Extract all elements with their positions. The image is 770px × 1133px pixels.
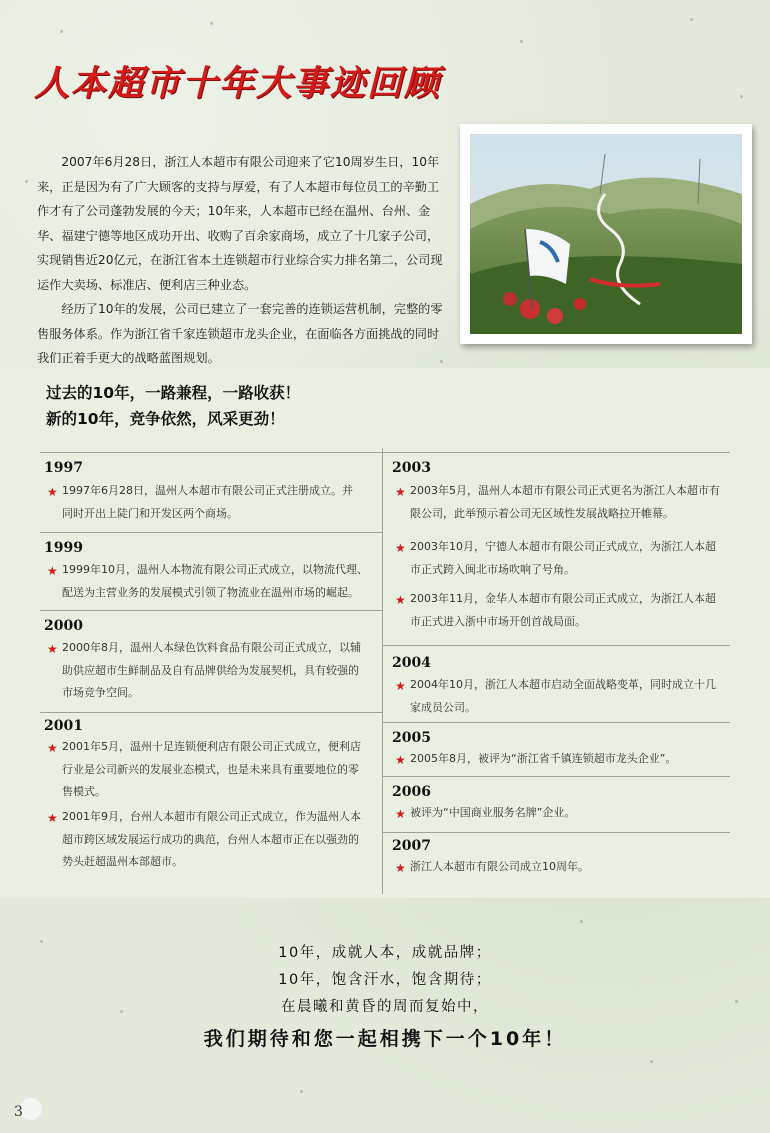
star-icon: ★ <box>47 485 58 499</box>
page-title: 人本超市十年大事迹回顾 <box>34 64 442 104</box>
year-1997: 1997 <box>44 460 83 476</box>
event-2007-1: ★ 浙江人本超市有限公司成立10周年。 <box>410 856 720 879</box>
photo-frame <box>460 124 752 344</box>
year-2005: 2005 <box>392 730 431 746</box>
star-icon: ★ <box>47 564 58 578</box>
closing-line-4: 我们期待和您一起相携下一个10年！ <box>203 1028 567 1050</box>
event-2004-1: ★ 2004年10月，浙江人本超市启动全面战略变革，同时成立十几家成员公司。 <box>410 674 720 719</box>
slogan <box>46 380 300 432</box>
star-icon: ★ <box>47 642 58 656</box>
row-divider <box>382 452 730 453</box>
closing-line-3: 在晨曦和黄昏的周而复始中， <box>281 999 489 1015</box>
event-2001-1: ★ 2001年5月，温州十足连锁便利店有限公司正式成立，便利店行业是公司新兴的发展业态模式，也是未来具有重要地位的零售模式。 <box>62 736 365 804</box>
column-divider <box>382 448 383 894</box>
event-1999-1: ★ 1999年10月，温州人本物流有限公司正式成立，以物流代理、配送为主营业务的发展模式引领了物流业在温州市场的崛起。 <box>62 559 374 604</box>
paper-speck <box>210 22 213 25</box>
star-icon: ★ <box>47 741 58 755</box>
event-2003-2: ★ 2003年10月，宁德人本超市有限公司正式成立，为浙江人本超市正式跨入闽北市场吹响了号角。 <box>410 536 720 581</box>
year-2007: 2007 <box>392 838 431 854</box>
closing-line-2: 10年，饱含汗水，饱含期待； <box>278 972 492 988</box>
year-2001: 2001 <box>44 718 83 734</box>
star-icon: ★ <box>395 861 406 875</box>
star-icon: ★ <box>395 541 406 555</box>
year-2003: 2003 <box>392 460 431 476</box>
star-icon: ★ <box>395 753 406 767</box>
star-icon: ★ <box>395 679 406 693</box>
star-icon: ★ <box>47 811 58 825</box>
event-2003-3: ★ 2003年11月，金华人本超市有限公司正式成立，为浙江人本超市正式进入浙中市场开创首战局面。 <box>410 588 720 633</box>
paper-speck <box>650 1060 653 1063</box>
page-number: 3 <box>14 1104 23 1120</box>
page-number-badge <box>20 1098 42 1120</box>
year-1999: 1999 <box>44 540 83 556</box>
closing-verse <box>0 940 770 1057</box>
row-divider <box>382 722 730 723</box>
row-divider <box>40 452 382 453</box>
year-2006: 2006 <box>392 784 431 800</box>
event-2001-2: ★ 2001年9月，台州人本超市有限公司正式成立，作为温州人本超市跨区域发展运行成功的典范，台州人本超市正在以强劲的势头赶超温州本部超市。 <box>62 806 367 874</box>
hillside-flag-illustration <box>470 134 742 334</box>
event-2000-1: ★ 2000年8月，温州人本绿色饮料食品有限公司正式成立，以辅助供应超市生鲜制品及自有品牌供给为发展契机，具有较强的市场竞争空间。 <box>62 637 367 705</box>
slogan-line-2: 新的10年，竞争依然，风采更劲！ <box>46 410 285 428</box>
event-2006-1: ★ 被评为“中国商业服务名牌”企业。 <box>410 802 720 825</box>
row-divider <box>40 532 382 533</box>
row-divider <box>382 832 730 833</box>
row-divider <box>40 610 382 611</box>
paper-speck <box>25 180 28 183</box>
slogan-line-1: 过去的10年，一路兼程，一路收获！ <box>46 384 301 402</box>
year-2000: 2000 <box>44 618 83 634</box>
paper-speck <box>520 40 523 43</box>
event-2005-1: ★ 2005年8月，被评为“浙江省千镇连锁超市龙头企业”。 <box>410 748 730 771</box>
intro-paragraph-2: 经历了10年的发展，公司已建立了一套完善的连锁运营机制，完整的零售服务体系。作为浙江省千家连锁超市龙头企业，在面临各方面挑战的同时我们正着手更大的战略蓝图规划。 <box>37 302 443 365</box>
paper-speck <box>690 18 693 21</box>
intro-text <box>37 150 447 371</box>
star-icon: ★ <box>395 593 406 607</box>
star-icon: ★ <box>395 485 406 499</box>
paper-speck <box>740 95 743 98</box>
closing-line-1: 10年，成就人本，成就品牌； <box>278 945 492 961</box>
intro-paragraph-1: 2007年6月28日，浙江人本超市有限公司迎来了它10周岁生日，10年来，正是因为有了广大顾客的支持与厚爱，有了人本超市每位员工的辛勤工作才有了公司蓬勃发展的今天；10年来，人本超市已经在温州、台州、金华、福建宁德等地区成功开出、收购了百余家商场，成立了十几家子公司，实现销售近20亿元，在浙江省本土连锁超市行业综合实力排名第二，公司现运作大卖场、标准店、便利店三种业态。 <box>37 155 443 292</box>
star-icon: ★ <box>395 807 406 821</box>
landscape-photo <box>470 134 742 334</box>
row-divider <box>382 776 730 777</box>
year-2004: 2004 <box>392 655 431 671</box>
row-divider <box>40 712 382 713</box>
event-2003-1: ★ 2003年5月，温州人本超市有限公司正式更名为浙江人本超市有限公司，此举预示着公司无区域性发展战略拉开帷幕。 <box>410 480 720 525</box>
paper-speck <box>60 30 63 33</box>
event-1997-1: ★ 1997年6月28日，温州人本超市有限公司正式注册成立。并同时开出上陡门和开发区两个商场。 <box>62 480 362 525</box>
paper-speck <box>580 920 583 923</box>
paper-speck <box>300 1090 303 1093</box>
row-divider <box>382 645 730 646</box>
